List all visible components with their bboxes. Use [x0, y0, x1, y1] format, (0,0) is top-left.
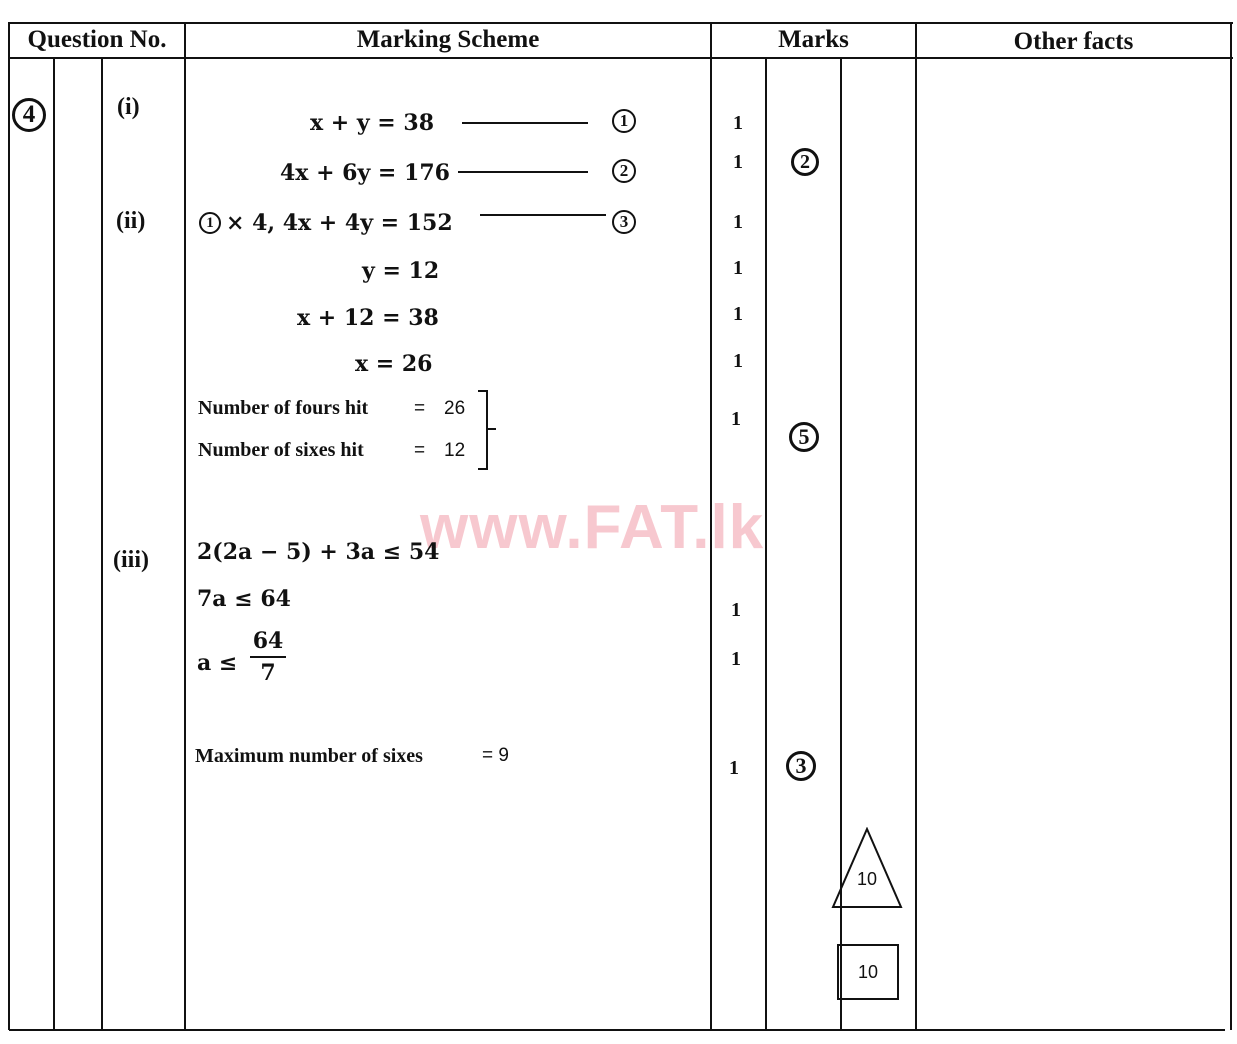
mark-eq3: 1	[733, 211, 743, 233]
inequality-3-fraction	[250, 628, 286, 686]
step-x-text: x = 26	[355, 351, 433, 377]
equation-ref-2-text: 2	[619, 161, 629, 180]
mark-y: 1	[733, 257, 743, 279]
table-left-border	[8, 22, 10, 1030]
mark-ineq3: 1	[731, 648, 741, 670]
subtotal-part-i-text: 2	[800, 151, 810, 173]
qno-scheme-divider	[184, 22, 186, 1030]
table-right-border	[1230, 22, 1232, 1030]
equation-2-leader-line	[458, 171, 588, 173]
subtotal-part-iii-text: 3	[795, 753, 807, 778]
header-marks: Marks	[778, 26, 849, 53]
subtotal-part-ii	[789, 422, 819, 452]
step-x	[355, 351, 432, 377]
total-box	[837, 944, 899, 1000]
watermark: www.FAT.lk	[420, 493, 765, 562]
equation-2-text: 4x + 6y = 176	[280, 160, 450, 186]
answers-bracket	[478, 390, 488, 470]
answer-fours-value: 26	[444, 398, 466, 419]
question-number-circled	[12, 98, 46, 132]
question-number: 4	[22, 101, 36, 128]
fraction-bar	[250, 656, 286, 658]
answer-sixes-label: Number of sixes hit	[198, 439, 364, 461]
equation-3-text: × 4, 4x + 4y = 152	[226, 210, 453, 236]
mark-eq1: 1	[733, 112, 743, 134]
header-other-facts: Other facts	[1013, 28, 1134, 55]
mark-answers: 1	[731, 408, 741, 430]
mark-eq2: 1	[733, 151, 743, 173]
part-label-iii: (iii)	[113, 547, 149, 573]
equation-ref-3	[612, 210, 636, 234]
step-y	[362, 258, 439, 284]
total-triangle-value: 10	[857, 869, 878, 889]
mark-x-sub: 1	[733, 303, 743, 325]
equation-ref-1-prefix-text: 1	[206, 215, 214, 231]
inequality-2-text: 7a ≤ 64	[197, 586, 291, 612]
subtotal-part-ii-text: 5	[798, 424, 810, 449]
inequality-3-lhs-text: a ≤	[197, 650, 238, 676]
table-bottom-border	[9, 1029, 1225, 1031]
part-label-ii: (ii)	[116, 208, 146, 234]
equation-2	[280, 160, 450, 186]
equation-1-leader-line	[462, 122, 588, 124]
equation-ref-1-prefix	[199, 212, 221, 234]
step-x-sub-text: x + 12 = 38	[297, 305, 439, 331]
mark-conclusion: 1	[729, 757, 739, 779]
fraction-denominator: 7	[260, 660, 276, 686]
conclusion-label: Maximum number of sixes	[195, 745, 423, 767]
header-question-no: Question No.	[27, 26, 167, 53]
step-x-sub	[297, 305, 439, 331]
subtotal-part-iii	[786, 751, 816, 781]
step-y-text: y = 12	[362, 258, 440, 284]
equation-ref-3-text: 3	[619, 212, 629, 231]
answer-sixes-value: 12	[444, 440, 466, 461]
inequality-3-lhs	[197, 650, 237, 676]
equation-ref-1-text: 1	[619, 111, 629, 130]
answer-fours-label: Number of fours hit	[198, 397, 369, 419]
equation-ref-1	[612, 109, 636, 133]
qno-col-divider-1	[53, 57, 55, 1030]
inequality-1-text: 2(2a − 5) + 3a ≤ 54	[197, 539, 440, 565]
mark-ineq2: 1	[731, 599, 741, 621]
part-label-i: (i)	[117, 94, 140, 120]
mark-x: 1	[733, 350, 743, 372]
subtotal-part-i	[791, 148, 819, 176]
equation-1	[310, 110, 434, 136]
total-triangle	[830, 827, 904, 909]
marks-col-divider-1	[765, 57, 767, 1030]
equation-3-leader-line	[480, 214, 606, 216]
answer-fours-eq: =	[414, 398, 426, 419]
conclusion-value: = 9	[482, 745, 509, 766]
equation-3	[226, 210, 453, 236]
fraction-numerator: 64	[252, 628, 284, 654]
qno-col-divider-2	[101, 57, 103, 1030]
header-marking-scheme: Marking Scheme	[356, 26, 540, 53]
equation-1-text: x + y = 38	[310, 110, 435, 136]
total-box-value: 10	[857, 962, 879, 982]
marks-other-divider	[915, 22, 917, 1030]
inequality-2	[197, 586, 291, 612]
equation-ref-2	[612, 159, 636, 183]
inequality-1	[197, 539, 439, 565]
answer-sixes-eq: =	[414, 440, 426, 461]
answers-bracket-tick	[488, 428, 496, 430]
